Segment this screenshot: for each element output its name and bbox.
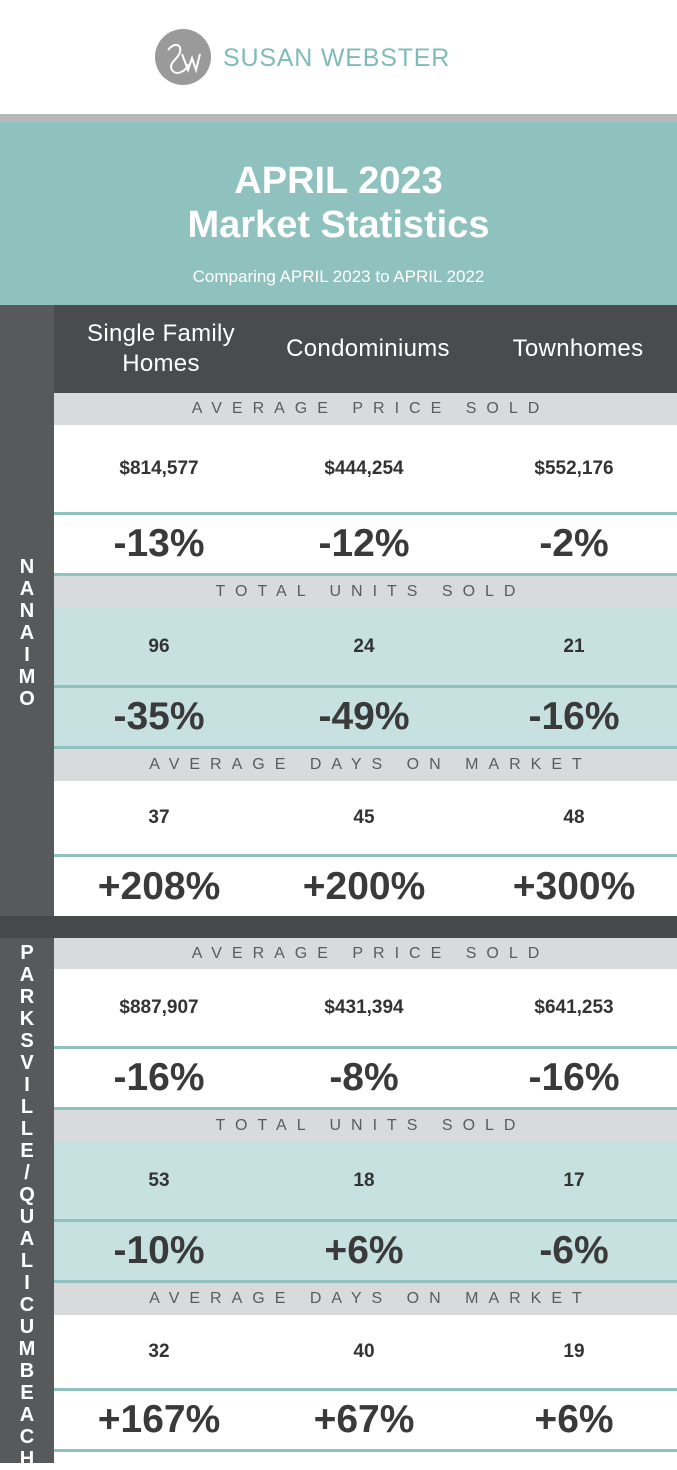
region-letter: M (18, 666, 36, 688)
sw-monogram-icon (154, 28, 212, 86)
changes-row (54, 857, 677, 916)
region-letter: V (20, 1052, 34, 1074)
value-cell: $814,577 (119, 458, 199, 479)
region-letter: I (24, 1074, 30, 1096)
value-cell: 53 (148, 1169, 170, 1191)
value-cell: $641,253 (534, 996, 614, 1018)
region-letter: / (24, 1162, 30, 1184)
column-title-condominiums: Condominiums (286, 335, 450, 362)
column-title-line: Homes (122, 350, 200, 377)
hero-banner (0, 122, 677, 305)
region-letter: P (20, 942, 34, 964)
change-cell: -16% (528, 695, 620, 738)
change-cell: -13% (113, 522, 205, 565)
region-letter: N (19, 556, 35, 578)
value-cell: 45 (353, 807, 375, 828)
changes-row (54, 1391, 677, 1449)
region-letter: L (20, 1250, 34, 1272)
values-row (54, 425, 677, 513)
change-cell: -16% (113, 1056, 205, 1099)
header (0, 0, 677, 114)
region-letter: A (19, 964, 35, 986)
values-row (54, 1315, 677, 1388)
region-letter: A (19, 1228, 35, 1250)
change-cell: -8% (329, 1056, 399, 1099)
region-letter: E (20, 1140, 34, 1162)
metric-band (54, 938, 677, 969)
metric-band (54, 1110, 677, 1142)
divider (0, 114, 677, 122)
region-letter: C (19, 1426, 35, 1448)
value-cell: $431,394 (324, 996, 404, 1018)
column-title-townhomes: Townhomes (512, 335, 644, 362)
region-letter: M (18, 1338, 36, 1360)
values-row (54, 1142, 677, 1219)
change-cell: -6% (539, 1229, 609, 1272)
metric-label: TOTAL UNITS SOLD (215, 583, 526, 600)
metric-label: AVERAGE PRICE SOLD (191, 945, 550, 962)
brand-name: SUSAN WEBSTER (223, 44, 451, 72)
value-cell: 37 (148, 807, 170, 828)
metric-band (54, 749, 677, 781)
region-letter: A (19, 578, 35, 600)
region-label-parksville (0, 938, 54, 1470)
value-cell: 21 (563, 636, 585, 657)
value-cell: $552,176 (534, 458, 614, 479)
region-letter: N (19, 600, 35, 622)
region-letter: H (19, 1448, 35, 1470)
values-row (54, 608, 677, 686)
region-letter: O (19, 688, 35, 710)
change-cell: +208% (97, 864, 221, 908)
region-label-nanaimo (0, 305, 54, 916)
region-letter: B (19, 1360, 35, 1382)
value-cell: $887,907 (119, 996, 199, 1018)
change-cell: +6% (534, 1398, 614, 1441)
metric-band (54, 1283, 677, 1315)
change-cell: +167% (97, 1398, 221, 1441)
changes-row (54, 1049, 677, 1107)
change-cell: -49% (318, 695, 410, 738)
region-letter: L (20, 1118, 34, 1140)
change-cell: -2% (539, 522, 609, 565)
column-header (54, 305, 677, 393)
section-divider (0, 916, 677, 938)
column-title-single-family (56, 305, 266, 393)
metric-label: AVERAGE DAYS ON MARKET (149, 756, 592, 773)
changes-row (54, 1222, 677, 1280)
region-letter: K (19, 1008, 35, 1030)
hero-subtitle: Comparing APRIL 2023 to APRIL 2022 (192, 267, 485, 286)
metric-label: TOTAL UNITS SOLD (215, 1117, 526, 1134)
region-letter: Q (19, 1184, 35, 1206)
metric-label: AVERAGE DAYS ON MARKET (149, 1290, 592, 1307)
value-cell: 40 (353, 1340, 375, 1362)
region-letter: I (24, 1272, 30, 1294)
metric-band (54, 576, 677, 608)
region-letter: A (19, 1404, 35, 1426)
region-letter: L (20, 1096, 34, 1118)
changes-row (54, 688, 677, 746)
change-cell: -16% (528, 1056, 620, 1099)
region-label-text (0, 556, 54, 710)
change-cell: +6% (324, 1229, 404, 1272)
hero-title: Market Statistics (187, 204, 490, 246)
region-letter: R (19, 986, 35, 1008)
metric-band (54, 393, 677, 425)
changes-row (54, 515, 677, 573)
region-letter: U (19, 1206, 35, 1228)
change-cell: -10% (113, 1229, 205, 1272)
value-cell: 17 (563, 1169, 585, 1191)
region-letter: I (24, 644, 30, 666)
value-cell: 48 (563, 807, 585, 828)
region-letter: C (19, 1294, 35, 1316)
column-title-line: Single Family (87, 320, 235, 347)
region-letter: S (20, 1030, 34, 1052)
values-row (54, 781, 677, 855)
change-cell: +67% (313, 1398, 415, 1441)
value-cell: 96 (148, 636, 170, 657)
value-cell: 24 (353, 636, 375, 657)
value-cell: 32 (148, 1340, 170, 1362)
value-cell: 19 (563, 1340, 585, 1362)
value-cell: $444,254 (324, 458, 404, 479)
change-cell: -35% (113, 695, 205, 738)
change-cell: -12% (318, 522, 410, 565)
values-row (54, 969, 677, 1046)
change-cell: +200% (302, 864, 426, 908)
region-letter: A (19, 622, 35, 644)
metric-label: AVERAGE PRICE SOLD (191, 400, 550, 417)
value-cell: 18 (353, 1169, 375, 1191)
region-letter: U (19, 1316, 35, 1338)
change-cell: +300% (512, 864, 636, 908)
region-letter: E (20, 1382, 34, 1404)
region-label-text (0, 942, 54, 1470)
hero-title-month: APRIL 2023 (234, 160, 443, 202)
row-rule (54, 1449, 677, 1452)
